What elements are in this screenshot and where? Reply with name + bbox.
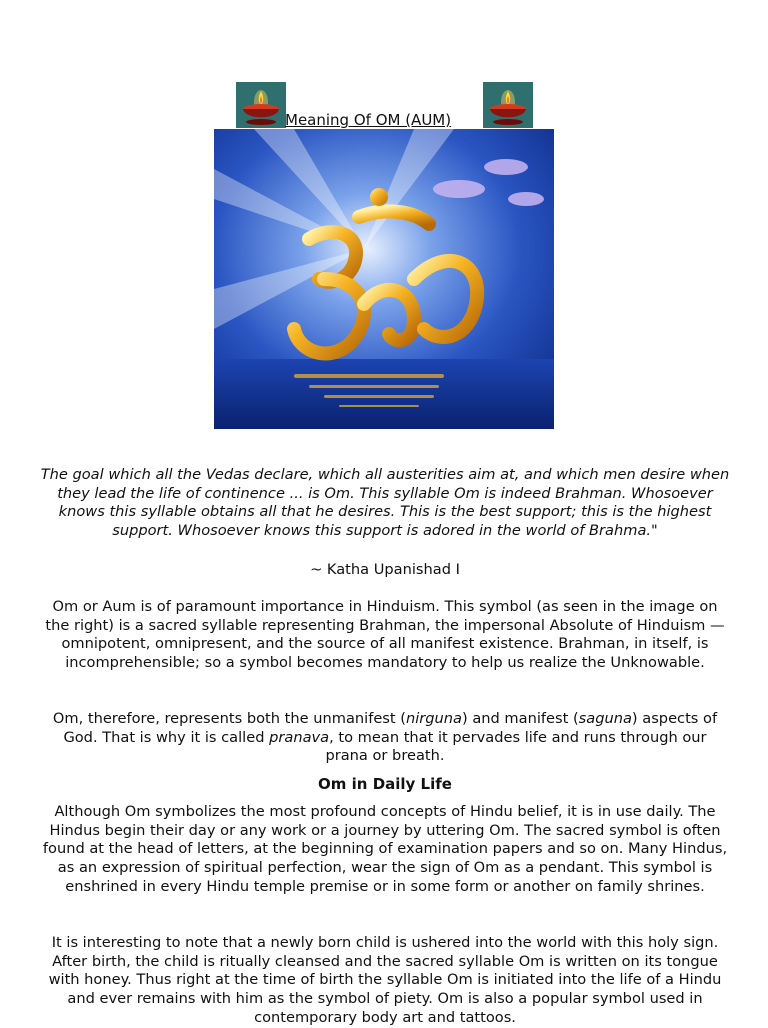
paragraph-newborn: It is interesting to note that a newly born child is ushered into the world with this holy sign. After birth, the child is ritually cleansed and the sacred syllable Om is written on its tongue with honey. Thus right at the time of birth the syllable Om is initiated into the life of a Hindu and ever remains with him as the symbol of piety. Om is also a popular symbol used in contemporary body art and tattoos. xyxy=(48,934,722,1026)
text-span: , to mean that it pervades life and runs through our prana or breath. xyxy=(325,728,707,765)
term-saguna: saguna xyxy=(578,710,632,727)
title-row xyxy=(0,82,768,130)
term-pranava: pranava xyxy=(269,728,330,746)
diya-lamp-icon xyxy=(483,82,533,128)
om-symbol-image xyxy=(214,129,554,429)
section-heading-daily-life: Om in Daily Life xyxy=(318,775,452,793)
page-title: Meaning Of OM (AUM) xyxy=(285,111,452,129)
paragraph-om-represents xyxy=(40,710,730,766)
text-span: ) aspects of God. That is why it is called xyxy=(63,710,718,746)
term-nirguna: nirguna xyxy=(405,710,462,727)
quote-attribution: ~ Katha Upanishad I xyxy=(310,561,460,578)
paragraph-daily-use: Although Om symbolizes the most profound concepts of Hindu belief, it is in use daily. The Hindus begin their day or any work or a journey by uttering Om. The sacred symbol is often found at the head of letters, at the beginning of examination papers and so on. Many Hindus, as an expression of spiritual perfection, wear the sign of Om as a pendant. This symbol is enshrined in every Hindu temple premise or in some form or another on family shrines. xyxy=(42,803,728,895)
paragraph-om-importance: Om or Aum is of paramount importance in Hinduism. This symbol (as seen in the image on the right) is a sacred syllable representing Brahman, the impersonal Absolute of Hinduism — omnipotent, omnipresent, and the source of all manifest existence. Brahman, in itself, is incomprehensible; so a symbol becomes mandatory to help us realize the Unknowable. xyxy=(45,598,725,672)
text-span: ) and manifest ( xyxy=(461,710,579,727)
diya-lamp-icon xyxy=(236,82,286,128)
katha-upanishad-quote: The goal which all the Vedas declare, which all austerities aim at, and which men desire when they lead the life of continence ... is Om. This syllable Om is indeed Brahman. Whosoever knows this syllable obtains all that he desires. This is the best support; this is the highest support. Whosoever knows this support is adored in the world of Brahma." xyxy=(40,466,730,540)
text-span: Om, therefore, represents both the unmanifest ( xyxy=(52,710,406,727)
